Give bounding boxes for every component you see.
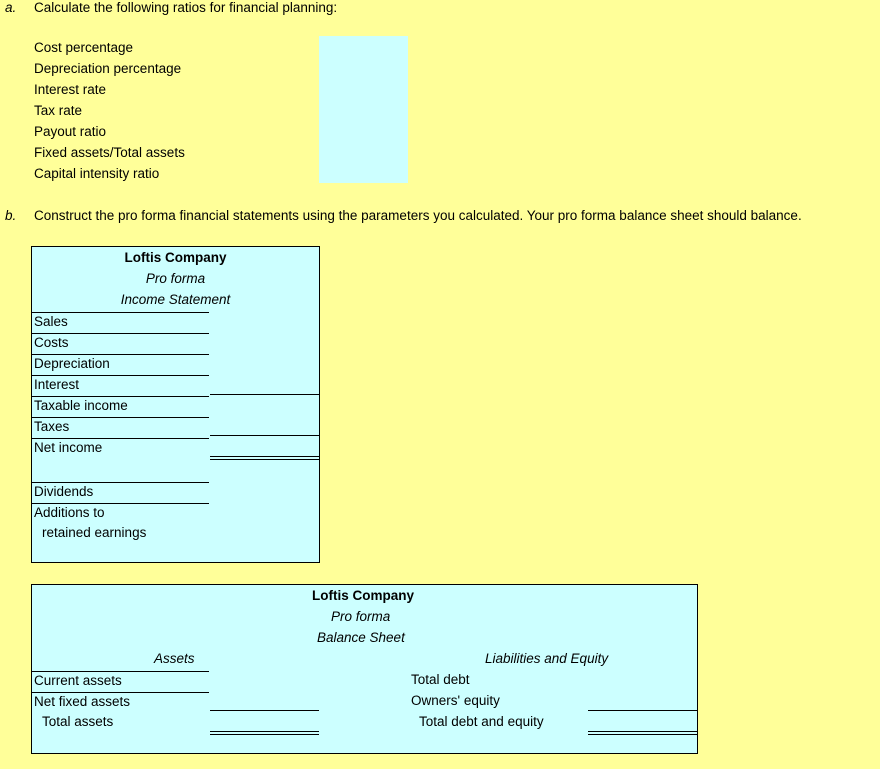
ratio-label-depreciation: Depreciation percentage (34, 61, 182, 76)
ratio-label-fixed-assets: Fixed assets/Total assets (34, 145, 185, 160)
is-input-depreciation[interactable] (210, 355, 319, 375)
bs-liabilities-subtotal-line (588, 710, 697, 711)
is-subtotal-line-2 (210, 435, 319, 436)
bs-label-owners-equity: Owners' equity (411, 693, 500, 708)
bs-label-total-assets: Total assets (42, 714, 114, 729)
bs-input-total-debt-equity[interactable] (588, 714, 697, 731)
bs-input-current-assets[interactable] (210, 672, 319, 692)
is-label-taxable-income: Taxable income (34, 398, 128, 413)
is-company-name: Loftis Company (124, 250, 227, 265)
is-label-net-income: Net income (34, 440, 103, 455)
is-input-dividends[interactable] (210, 483, 319, 503)
is-label-additions-line2: retained earnings (42, 525, 147, 540)
bs-label-current-assets: Current assets (34, 673, 122, 688)
ratio-input-payout[interactable] (319, 120, 408, 141)
bs-label-net-fixed-assets: Net fixed assets (34, 694, 131, 709)
bs-row-current-assets (32, 671, 209, 692)
ratio-input-fixed-assets[interactable] (319, 141, 408, 162)
ratio-input-depreciation[interactable] (319, 57, 408, 78)
is-input-additions[interactable] (210, 504, 319, 544)
is-row-sales (32, 312, 209, 333)
is-row-interest (32, 375, 209, 396)
bs-subtitle-balance-sheet: Balance Sheet (317, 630, 405, 645)
is-label-dividends: Dividends (34, 484, 94, 499)
ratio-input-tax[interactable] (319, 99, 408, 120)
part-a-heading: Calculate the following ratios for financial planning: (34, 0, 338, 15)
bs-input-total-assets[interactable] (210, 714, 319, 731)
is-input-interest[interactable] (210, 376, 319, 394)
bs-row-net-fixed-assets (32, 692, 209, 713)
ratio-input-cost[interactable] (319, 36, 408, 57)
bs-company-name: Loftis Company (312, 588, 415, 603)
is-label-depreciation: Depreciation (34, 356, 110, 371)
ratio-label-cost: Cost percentage (34, 40, 134, 55)
ratio-input-interest[interactable] (319, 78, 408, 99)
is-input-taxable-income[interactable] (210, 397, 319, 417)
part-a-marker: a. (5, 0, 17, 15)
ratio-input-block (319, 36, 408, 183)
ratio-label-payout: Payout ratio (34, 124, 107, 139)
bs-subtitle-pro-forma: Pro forma (331, 609, 391, 624)
bs-liabilities-double-line (588, 731, 697, 735)
is-row-taxable-income (32, 396, 209, 417)
bs-assets-subtotal-line (210, 710, 319, 711)
is-subtitle-pro-forma: Pro forma (145, 271, 206, 286)
bs-assets-double-line (210, 731, 319, 735)
is-row-taxes (32, 417, 209, 438)
is-label-taxes: Taxes (34, 419, 70, 434)
is-row-additions (32, 503, 209, 524)
is-row-net-income (32, 438, 209, 459)
is-label-sales: Sales (34, 314, 68, 329)
part-b-marker: b. (5, 208, 17, 223)
is-row-dividends (32, 482, 209, 503)
ratio-label-interest: Interest rate (34, 82, 107, 97)
is-label-costs: Costs (34, 335, 69, 350)
is-input-sales[interactable] (210, 313, 319, 333)
is-row-depreciation (32, 354, 209, 375)
is-row-costs (32, 333, 209, 354)
is-net-income-double-line (210, 456, 319, 460)
part-b-heading: Construct the pro forma financial statements using the parameters you calculated. Your pro forma balance sheet should balance. (34, 208, 802, 223)
bs-input-total-debt[interactable] (588, 672, 697, 692)
ratio-label-tax: Tax rate (34, 103, 83, 118)
bs-label-total-debt-equity: Total debt and equity (419, 714, 544, 729)
is-label-interest: Interest (34, 377, 80, 392)
ratio-input-capital-intensity[interactable] (319, 162, 408, 183)
is-subtitle-income-statement: Income Statement (120, 292, 231, 307)
is-label-additions-line1: Additions to (34, 505, 105, 520)
is-input-costs[interactable] (210, 334, 319, 354)
bs-liabilities-header: Liabilities and Equity (485, 651, 609, 666)
is-input-taxes[interactable] (210, 418, 319, 435)
is-input-net-income[interactable] (210, 439, 319, 456)
bs-input-owners-equity[interactable] (588, 693, 697, 710)
is-subtotal-line-1 (210, 394, 319, 395)
bs-label-total-debt: Total debt (411, 672, 470, 687)
bs-input-net-fixed-assets[interactable] (210, 693, 319, 710)
bs-assets-header: Assets (154, 651, 195, 666)
ratio-label-capital-intensity: Capital intensity ratio (34, 166, 160, 181)
